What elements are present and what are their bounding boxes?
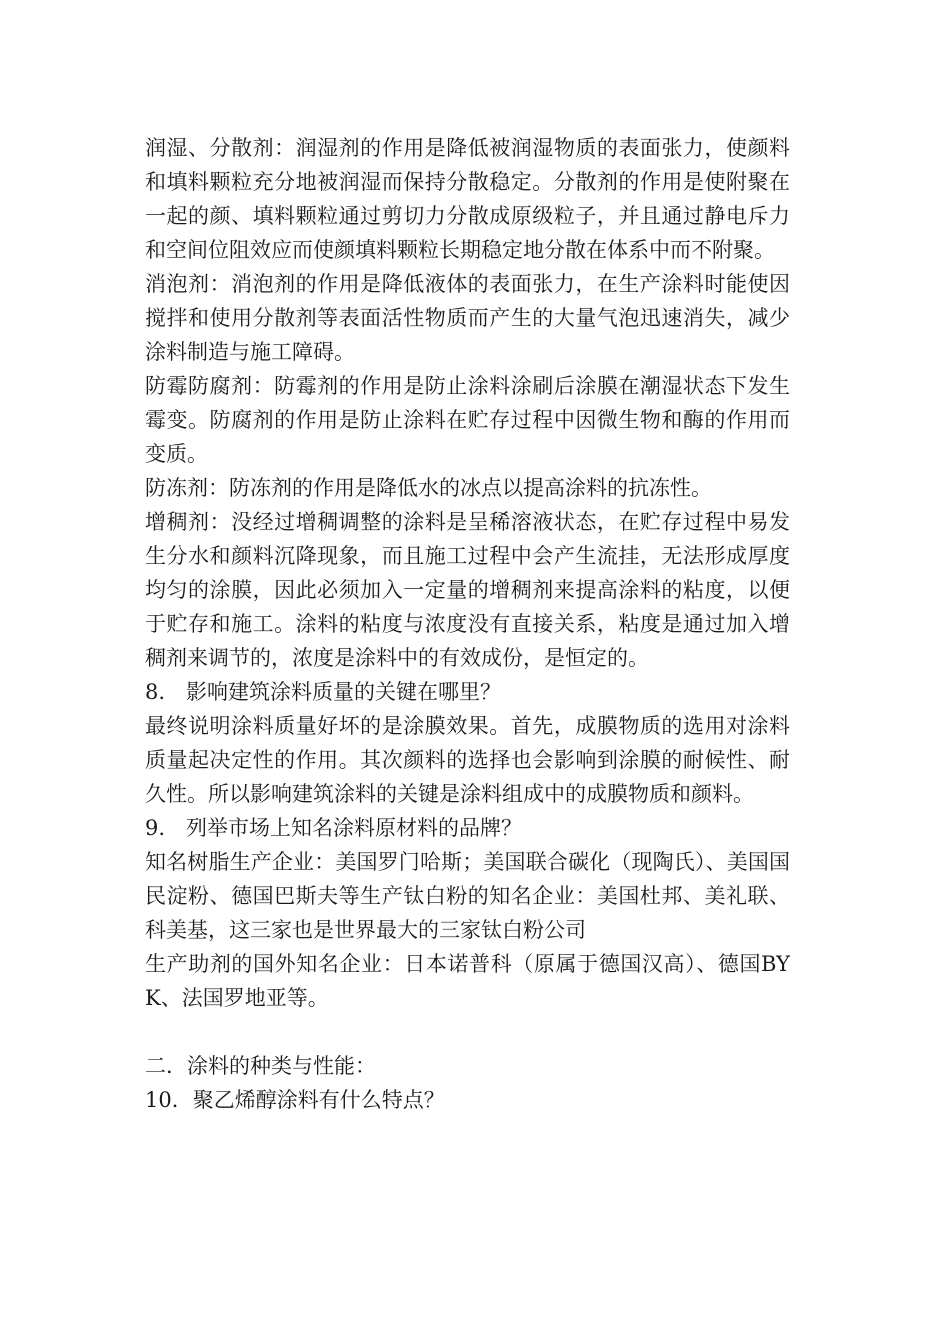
answer-9-resin-paragraph: 知名树脂生产企业：美国罗门哈斯；美国联合碳化（现陶氏）、美国国民淀粉、德国巴斯夫等生产钛白粉的知名企业：美国杜邦、美礼联、科美基，这三家也是世界最大的三家钛白粉公司 (145, 850, 790, 942)
answer-8-paragraph: 最终说明涂料质量好坏的是涂膜效果。首先，成膜物质的选用对涂料质量起决定性的作用。其次颜料的选择也会影响到涂膜的耐候性、耐久性。所以影响建筑涂料的关键是涂料组成中的成膜物质和颜料。 (145, 714, 790, 806)
paragraph-thickener: 增稠剂：没经过增稠调整的涂料是呈稀溶液状态，在贮存过程中易发生分水和颜料沉降现象，而且施工过程中会产生流挂，无法形成厚度均匀的涂膜，因此必须加入一定量的增稠剂来提高涂料的粘度，以便于贮存和施工。涂料的粘度与浓度没有直接关系，粘度是通过加入增稠剂来调节的，浓度是涂料中的有效成份，是恒定的。 (145, 510, 790, 670)
paragraph-defoamer: 消泡剂：消泡剂的作用是降低液体的表面张力，在生产涂料时能使因搅拌和使用分散剂等表面活性物质而产生的大量气泡迅速消失，减少涂料制造与施工障碍。 (145, 272, 790, 364)
section-heading: 二．涂料的种类与性能： (145, 1054, 376, 1078)
document-body (145, 131, 790, 1117)
paragraph-wetting-dispersant: 润湿、分散剂：润湿剂的作用是降低被润湿物质的表面张力，使颜料和填料颗粒充分地被润湿而保持分散稳定。分散剂的作用是使附聚在一起的颜、填料颗粒通过剪切力分散成原级粒子，并且通过静电斥力和空间位阻效应而使颜填料颗粒长期稳定地分散在体系中而不附聚。 (145, 136, 790, 262)
section-spacer (145, 1015, 790, 1049)
paragraph-antifreeze: 防冻剂：防冻剂的作用是降低水的冰点以提高涂料的抗冻性。 (145, 476, 712, 500)
paragraph-antimildew-preservative: 防霉防腐剂：防霉剂的作用是防止涂料涂刷后涂膜在潮湿状态下发生霉变。防腐剂的作用是防止涂料在贮存过程中因微生物和酶的作用而变质。 (145, 374, 790, 466)
question-8-heading: 8. 影响建筑涂料质量的关键在哪里？ (145, 680, 502, 704)
question-9-heading: 9. 列举市场上知名涂料原材料的品牌？ (145, 816, 523, 840)
answer-9-additive-paragraph: 生产助剂的国外知名企业：日本诺普科（原属于德国汉高）、德国BYK、法国罗地亚等。 (145, 952, 790, 1010)
question-10-heading: 10．聚乙烯醇涂料有什么特点？ (145, 1088, 445, 1112)
